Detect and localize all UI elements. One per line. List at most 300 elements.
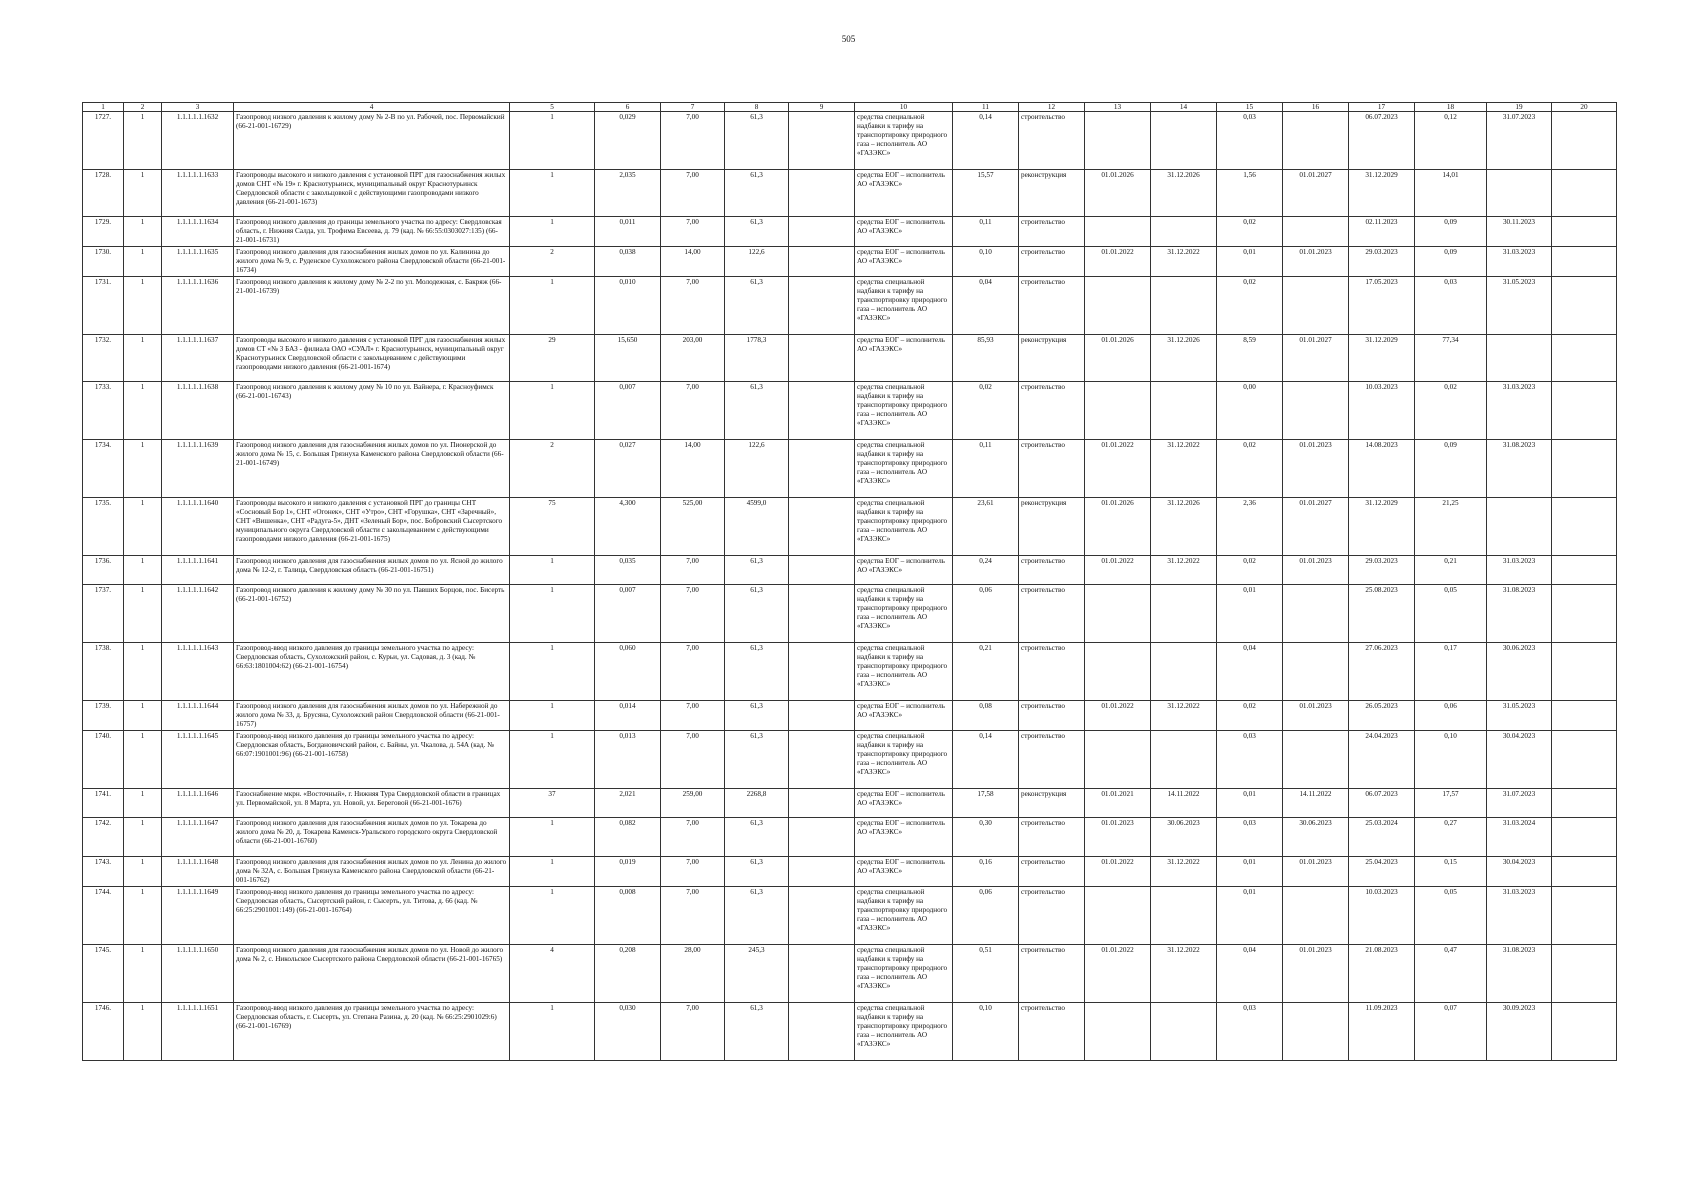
cell-col-12: строительство [1019,217,1085,247]
cell-col-3: 1.1.1.1.1.1636 [162,277,234,335]
cell-col-15: 0,01 [1217,857,1283,887]
cell-col-5: 37 [510,789,595,818]
cell-col-17: 25.04.2023 [1349,857,1415,887]
cell-col-16 [1283,382,1349,440]
cell-col-12: строительство [1019,887,1085,945]
cell-col-9 [789,945,855,1003]
column-header-13: 13 [1085,103,1151,112]
cell-col-8: 61,3 [725,112,789,170]
cell-col-6: 2,021 [595,789,661,818]
cell-col-20 [1552,382,1617,440]
cell-col-20 [1552,498,1617,556]
cell-col-6: 0,060 [595,643,661,701]
cell-col-9 [789,887,855,945]
cell-col-2: 1 [124,945,162,1003]
cell-col-14: 14.11.2022 [1151,789,1217,818]
cell-col-11: 0,14 [953,112,1019,170]
cell-col-3: 1.1.1.1.1.1640 [162,498,234,556]
cell-col-13: 01.01.2022 [1085,701,1151,731]
cell-col-8: 61,3 [725,1003,789,1061]
cell-col-1: 1744. [83,887,124,945]
cell-col-3: 1.1.1.1.1.1643 [162,643,234,701]
cell-col-17: 11.09.2023 [1349,1003,1415,1061]
cell-col-3: 1.1.1.1.1.1642 [162,585,234,643]
cell-col-12: строительство [1019,1003,1085,1061]
cell-col-9 [789,701,855,731]
cell-col-18: 0,15 [1415,857,1487,887]
cell-col-2: 1 [124,335,162,382]
cell-col-4: Газопровод низкого давления для газоснабжения жилых домов по ул. Калинина до жилого дома № 9, с. Руденское Сухоложского района Свердловской области (66-21-001-16734) [234,247,510,277]
cell-col-1: 1735. [83,498,124,556]
cell-col-7: 7,00 [661,643,725,701]
cell-col-4: Газопровод низкого давления для газоснабжения жилых домов по ул. Новой до жилого дома № 2, с. Никольское Сысертского района Свердловской области (66-21-001-16765) [234,945,510,1003]
cell-col-13 [1085,731,1151,789]
cell-col-8: 61,3 [725,818,789,857]
cell-col-13 [1085,217,1151,247]
cell-col-15: 1,56 [1217,170,1283,217]
cell-col-19: 30.04.2023 [1487,857,1552,887]
cell-col-8: 61,3 [725,701,789,731]
cell-col-10: средства специальной надбавки к тарифу на транспортировку природного газа – исполнитель АО «ГАЗЭКС» [855,731,953,789]
cell-col-6: 2,035 [595,170,661,217]
cell-col-12: реконструкция [1019,335,1085,382]
cell-col-2: 1 [124,789,162,818]
cell-col-1: 1745. [83,945,124,1003]
cell-col-18: 0,27 [1415,818,1487,857]
cell-col-18: 0,05 [1415,585,1487,643]
table-row [83,112,1617,170]
column-header-1: 1 [83,103,124,112]
cell-col-2: 1 [124,217,162,247]
cell-col-8: 61,3 [725,731,789,789]
cell-col-1: 1730. [83,247,124,277]
table-row [83,1003,1617,1061]
cell-col-11: 0,10 [953,247,1019,277]
cell-col-14 [1151,1003,1217,1061]
cell-col-2: 1 [124,818,162,857]
cell-col-1: 1732. [83,335,124,382]
cell-col-13: 01.01.2026 [1085,170,1151,217]
cell-col-16: 01.01.2027 [1283,170,1349,217]
cell-col-10: средства специальной надбавки к тарифу на транспортировку природного газа – исполнитель АО «ГАЗЭКС» [855,498,953,556]
cell-col-20 [1552,731,1617,789]
table-row [83,382,1617,440]
cell-col-4: Газопроводы высокого и низкого давления с установкой ПРГ до границы СНТ «Сосновый Бор 1», СНТ «Огонек», СНТ «Утро», СНТ «Горушка», СНТ «Заречный», СНТ «Вишенка», СНТ «Радуга-5», ДНТ «Зеленый Бор», пос. Бобровский Сысертского муниципального округа Свердловской области с закольцеванием с действующими газопроводами низкого давления (66-21-001-1675) [234,498,510,556]
cell-col-15: 0,02 [1217,217,1283,247]
cell-col-1: 1738. [83,643,124,701]
cell-col-14: 31.12.2022 [1151,857,1217,887]
cell-col-1: 1728. [83,170,124,217]
column-header-4: 4 [234,103,510,112]
cell-col-12: строительство [1019,112,1085,170]
cell-col-6: 0,007 [595,382,661,440]
cell-col-5: 1 [510,857,595,887]
cell-col-3: 1.1.1.1.1.1632 [162,112,234,170]
cell-col-2: 1 [124,731,162,789]
cell-col-18: 0,07 [1415,1003,1487,1061]
table-row [83,818,1617,857]
cell-col-5: 1 [510,701,595,731]
cell-col-14: 31.12.2026 [1151,335,1217,382]
cell-col-13: 01.01.2022 [1085,247,1151,277]
cell-col-9 [789,498,855,556]
cell-col-17: 29.03.2023 [1349,556,1415,585]
cell-col-6: 0,007 [595,585,661,643]
column-header-11: 11 [953,103,1019,112]
cell-col-20 [1552,585,1617,643]
table-row [83,789,1617,818]
cell-col-9 [789,335,855,382]
cell-col-18: 0,05 [1415,887,1487,945]
cell-col-20 [1552,170,1617,217]
cell-col-19: 31.05.2023 [1487,277,1552,335]
cell-col-17: 17.05.2023 [1349,277,1415,335]
cell-col-4: Газопровод низкого давления для газоснабжения жилых домов по ул. Токарева до жилого дома № 20, д. Токарева Каменск-Уральского городского округа Свердловской области (66-21-001-16760) [234,818,510,857]
cell-col-9 [789,731,855,789]
table-row [83,585,1617,643]
cell-col-3: 1.1.1.1.1.1647 [162,818,234,857]
cell-col-7: 28,00 [661,945,725,1003]
cell-col-11: 0,14 [953,731,1019,789]
cell-col-2: 1 [124,112,162,170]
cell-col-15: 0,01 [1217,585,1283,643]
column-number-header [83,103,1617,112]
cell-col-12: реконструкция [1019,789,1085,818]
table-row [83,440,1617,498]
cell-col-15: 0,03 [1217,1003,1283,1061]
cell-col-18: 14,01 [1415,170,1487,217]
table-row [83,247,1617,277]
cell-col-14 [1151,887,1217,945]
cell-col-17: 02.11.2023 [1349,217,1415,247]
cell-col-19: 31.08.2023 [1487,945,1552,1003]
column-header-19: 19 [1487,103,1552,112]
cell-col-6: 0,013 [595,731,661,789]
cell-col-5: 1 [510,556,595,585]
cell-col-16: 01.01.2023 [1283,247,1349,277]
cell-col-13: 01.01.2026 [1085,498,1151,556]
cell-col-2: 1 [124,498,162,556]
cell-col-12: строительство [1019,382,1085,440]
cell-col-17: 14.08.2023 [1349,440,1415,498]
cell-col-5: 4 [510,945,595,1003]
cell-col-2: 1 [124,247,162,277]
table-row [83,701,1617,731]
cell-col-20 [1552,112,1617,170]
table-row [83,217,1617,247]
cell-col-15: 0,03 [1217,112,1283,170]
cell-col-16: 01.01.2023 [1283,857,1349,887]
cell-col-6: 0,011 [595,217,661,247]
cell-col-7: 7,00 [661,277,725,335]
cell-col-13: 01.01.2022 [1085,556,1151,585]
cell-col-3: 1.1.1.1.1.1633 [162,170,234,217]
cell-col-18: 0,12 [1415,112,1487,170]
cell-col-8: 61,3 [725,382,789,440]
cell-col-7: 7,00 [661,1003,725,1061]
cell-col-16 [1283,643,1349,701]
column-header-7: 7 [661,103,725,112]
cell-col-5: 1 [510,217,595,247]
cell-col-6: 0,019 [595,857,661,887]
cell-col-13: 01.01.2022 [1085,440,1151,498]
cell-col-19 [1487,498,1552,556]
cell-col-10: средства специальной надбавки к тарифу на транспортировку природного газа – исполнитель АО «ГАЗЭКС» [855,277,953,335]
cell-col-10: средства специальной надбавки к тарифу на транспортировку природного газа – исполнитель АО «ГАЗЭКС» [855,440,953,498]
table-row [83,170,1617,217]
cell-col-17: 25.03.2024 [1349,818,1415,857]
cell-col-1: 1742. [83,818,124,857]
cell-col-9 [789,556,855,585]
cell-col-15: 0,02 [1217,556,1283,585]
cell-col-10: средства ЕОГ – исполнитель АО «ГАЗЭКС» [855,247,953,277]
cell-col-9 [789,217,855,247]
cell-col-7: 7,00 [661,857,725,887]
cell-col-17: 27.06.2023 [1349,643,1415,701]
cell-col-19: 31.03.2023 [1487,887,1552,945]
cell-col-16 [1283,1003,1349,1061]
cell-col-19: 31.07.2023 [1487,112,1552,170]
cell-col-14 [1151,731,1217,789]
cell-col-12: строительство [1019,643,1085,701]
cell-col-16 [1283,585,1349,643]
cell-col-12: строительство [1019,440,1085,498]
cell-col-17: 24.04.2023 [1349,731,1415,789]
cell-col-10: средства ЕОГ – исполнитель АО «ГАЗЭКС» [855,857,953,887]
cell-col-14 [1151,112,1217,170]
page-number: 505 [841,34,856,44]
cell-col-15: 0,01 [1217,887,1283,945]
cell-col-4: Газопровод низкого давления для газоснабжения жилых домов по ул. Ленина до жилого дома № 32А, с. Большая Грязнуха Каменского района Свердловской области (66-21-001-16762) [234,857,510,887]
cell-col-1: 1739. [83,701,124,731]
cell-col-20 [1552,277,1617,335]
cell-col-13 [1085,277,1151,335]
cell-col-7: 14,00 [661,247,725,277]
cell-col-16 [1283,887,1349,945]
cell-col-5: 1 [510,643,595,701]
column-header-10: 10 [855,103,953,112]
cell-col-6: 0,010 [595,277,661,335]
cell-col-19: 31.03.2023 [1487,382,1552,440]
cell-col-7: 7,00 [661,887,725,945]
cell-col-5: 1 [510,382,595,440]
cell-col-12: строительство [1019,945,1085,1003]
cell-col-15: 0,01 [1217,247,1283,277]
cell-col-7: 7,00 [661,382,725,440]
cell-col-2: 1 [124,556,162,585]
cell-col-16 [1283,217,1349,247]
cell-col-9 [789,789,855,818]
cell-col-6: 0,027 [595,440,661,498]
cell-col-19: 31.03.2023 [1487,556,1552,585]
cell-col-6: 0,030 [595,1003,661,1061]
cell-col-2: 1 [124,701,162,731]
cell-col-14 [1151,217,1217,247]
cell-col-20 [1552,945,1617,1003]
cell-col-17: 21.08.2023 [1349,945,1415,1003]
cell-col-18: 0,03 [1415,277,1487,335]
cell-col-14 [1151,643,1217,701]
cell-col-19: 31.05.2023 [1487,701,1552,731]
cell-col-18: 0,09 [1415,217,1487,247]
cell-col-17: 10.03.2023 [1349,887,1415,945]
cell-col-3: 1.1.1.1.1.1641 [162,556,234,585]
cell-col-11: 0,30 [953,818,1019,857]
cell-col-16: 01.01.2023 [1283,945,1349,1003]
cell-col-9 [789,440,855,498]
cell-col-9 [789,1003,855,1061]
cell-col-18: 0,17 [1415,643,1487,701]
cell-col-5: 29 [510,335,595,382]
cell-col-11: 0,04 [953,277,1019,335]
column-header-14: 14 [1151,103,1217,112]
cell-col-15: 0,03 [1217,818,1283,857]
cell-col-4: Газопроводы высокого и низкого давления с установкой ПРГ для газоснабжения жилых домов СТ «№ 3 БАЗ - филиала ОАО «СУАЛ» г. Краснотурьинск, муниципальный округ Краснотурьинск Свердловской области с закольцеванием с действующими газопроводами низкого давления (66-21-001-1674) [234,335,510,382]
cell-col-15: 0,02 [1217,701,1283,731]
cell-col-16: 01.01.2023 [1283,556,1349,585]
cell-col-3: 1.1.1.1.1.1649 [162,887,234,945]
cell-col-15: 0,02 [1217,277,1283,335]
cell-col-18: 77,34 [1415,335,1487,382]
cell-col-13 [1085,887,1151,945]
cell-col-16: 30.06.2023 [1283,818,1349,857]
cell-col-13: 01.01.2023 [1085,818,1151,857]
cell-col-7: 14,00 [661,440,725,498]
table-row [83,277,1617,335]
table-row [83,335,1617,382]
cell-col-18: 0,02 [1415,382,1487,440]
cell-col-3: 1.1.1.1.1.1651 [162,1003,234,1061]
cell-col-11: 0,06 [953,585,1019,643]
cell-col-14: 31.12.2022 [1151,701,1217,731]
cell-col-11: 0,10 [953,1003,1019,1061]
cell-col-8: 122,6 [725,440,789,498]
cell-col-4: Газопровод-ввод низкого давления до границы земельного участка по адресу: Свердловская область, Сысертский район, г. Сысерть, ул. Титова, д. 66 (кад. № 66:25:2901001:149) (66-21-001-16764) [234,887,510,945]
cell-col-5: 2 [510,440,595,498]
table-body [83,112,1617,1061]
cell-col-19: 31.03.2023 [1487,247,1552,277]
cell-col-10: средства ЕОГ – исполнитель АО «ГАЗЭКС» [855,818,953,857]
cell-col-20 [1552,701,1617,731]
cell-col-19 [1487,170,1552,217]
cell-col-13 [1085,585,1151,643]
cell-col-11: 0,06 [953,887,1019,945]
cell-col-2: 1 [124,277,162,335]
cell-col-15: 0,00 [1217,382,1283,440]
cell-col-1: 1727. [83,112,124,170]
register-table [82,102,1617,1061]
cell-col-16: 01.01.2027 [1283,498,1349,556]
cell-col-17: 31.12.2029 [1349,170,1415,217]
column-header-15: 15 [1217,103,1283,112]
cell-col-8: 122,6 [725,247,789,277]
table-row [83,731,1617,789]
cell-col-11: 15,57 [953,170,1019,217]
cell-col-7: 525,00 [661,498,725,556]
table-row [83,643,1617,701]
cell-col-13: 01.01.2021 [1085,789,1151,818]
cell-col-9 [789,247,855,277]
cell-col-3: 1.1.1.1.1.1644 [162,701,234,731]
cell-col-20 [1552,335,1617,382]
column-header-9: 9 [789,103,855,112]
cell-col-1: 1734. [83,440,124,498]
cell-col-4: Газопровод низкого давления к жилому дому № 30 по ул. Павших Борцов, пос. Бисерть (66-21-001-16752) [234,585,510,643]
cell-col-11: 17,58 [953,789,1019,818]
cell-col-3: 1.1.1.1.1.1648 [162,857,234,887]
cell-col-15: 0,03 [1217,731,1283,789]
cell-col-12: строительство [1019,277,1085,335]
cell-col-2: 1 [124,1003,162,1061]
cell-col-20 [1552,818,1617,857]
cell-col-20 [1552,789,1617,818]
cell-col-18: 0,09 [1415,247,1487,277]
cell-col-3: 1.1.1.1.1.1638 [162,382,234,440]
cell-col-10: средства специальной надбавки к тарифу на транспортировку природного газа – исполнитель АО «ГАЗЭКС» [855,945,953,1003]
cell-col-4: Газопровод низкого давления к жилому дому № 2-В по ул. Рабочей, пос. Первомайский (66-21-001-16729) [234,112,510,170]
cell-col-8: 4599,0 [725,498,789,556]
cell-col-2: 1 [124,440,162,498]
cell-col-14: 31.12.2022 [1151,556,1217,585]
column-header-6: 6 [595,103,661,112]
cell-col-19: 31.03.2024 [1487,818,1552,857]
cell-col-14: 31.12.2026 [1151,170,1217,217]
cell-col-5: 1 [510,277,595,335]
cell-col-15: 0,04 [1217,643,1283,701]
column-header-5: 5 [510,103,595,112]
cell-col-14 [1151,277,1217,335]
cell-col-11: 0,21 [953,643,1019,701]
cell-col-19: 30.04.2023 [1487,731,1552,789]
cell-col-2: 1 [124,170,162,217]
cell-col-18: 0,47 [1415,945,1487,1003]
cell-col-11: 23,61 [953,498,1019,556]
column-header-3: 3 [162,103,234,112]
cell-col-19: 31.07.2023 [1487,789,1552,818]
cell-col-10: средства специальной надбавки к тарифу на транспортировку природного газа – исполнитель АО «ГАЗЭКС» [855,887,953,945]
cell-col-7: 259,00 [661,789,725,818]
cell-col-16: 14.11.2022 [1283,789,1349,818]
cell-col-5: 2 [510,247,595,277]
cell-col-13 [1085,112,1151,170]
cell-col-4: Газопровод-ввод низкого давления до границы земельного участка по адресу: Свердловская область, г. Сысерть, ул. Степана Разина, д. 20 (кад. № 66:25:2901029:6) (66-21-001-16769) [234,1003,510,1061]
cell-col-12: реконструкция [1019,498,1085,556]
cell-col-10: средства специальной надбавки к тарифу на транспортировку природного газа – исполнитель АО «ГАЗЭКС» [855,1003,953,1061]
cell-col-10: средства ЕОГ – исполнитель АО «ГАЗЭКС» [855,335,953,382]
cell-col-13: 01.01.2022 [1085,857,1151,887]
cell-col-14 [1151,585,1217,643]
cell-col-10: средства ЕОГ – исполнитель АО «ГАЗЭКС» [855,701,953,731]
cell-col-3: 1.1.1.1.1.1645 [162,731,234,789]
cell-col-2: 1 [124,585,162,643]
cell-col-6: 0,008 [595,887,661,945]
cell-col-12: строительство [1019,556,1085,585]
cell-col-4: Газопровод низкого давления для газоснабжения жилых домов по ул. Ясной до жилого дома № 12-2, г. Талица, Свердловская область (66-21-001-16751) [234,556,510,585]
cell-col-4: Газопровод низкого давления для газоснабжения жилых домов по ул. Пионерской до жилого дома № 15, с. Большая Грязнуха Каменского района Свердловской области (66-21-001-16749) [234,440,510,498]
cell-col-2: 1 [124,382,162,440]
cell-col-1: 1731. [83,277,124,335]
cell-col-14: 31.12.2026 [1151,498,1217,556]
cell-col-19: 31.08.2023 [1487,585,1552,643]
cell-col-3: 1.1.1.1.1.1635 [162,247,234,277]
cell-col-20 [1552,1003,1617,1061]
cell-col-20 [1552,857,1617,887]
cell-col-13: 01.01.2026 [1085,335,1151,382]
cell-col-3: 1.1.1.1.1.1637 [162,335,234,382]
cell-col-11: 0,08 [953,701,1019,731]
cell-col-17: 06.07.2023 [1349,789,1415,818]
cell-col-6: 0,038 [595,247,661,277]
